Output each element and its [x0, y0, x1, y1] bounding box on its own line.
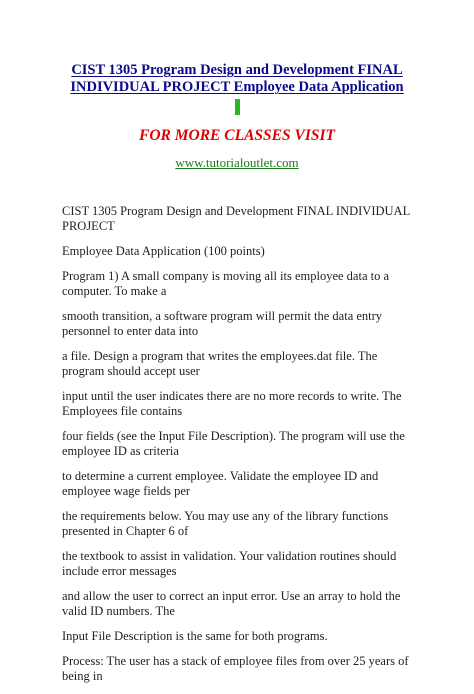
body-paragraph: four fields (see the Input File Description). The program will use the employee ID as criteria [62, 429, 405, 458]
document-body [62, 204, 422, 694]
website-link[interactable]: www.tutorialoutlet.com [175, 155, 299, 170]
body-paragraph: Input File Description is the same for both programs. [62, 629, 328, 643]
body-paragraph: Program 1) A small company is moving all its employee data to a computer. To make a [62, 269, 390, 298]
body-paragraph: CIST 1305 Program Design and Development FINAL INDIVIDUAL PROJECT [62, 204, 410, 233]
text-cursor-marker [235, 99, 240, 115]
body-paragraph: Process: The user has a stack of employee files from over 25 years of being in [62, 654, 409, 683]
body-paragraph: Employee Data Application (100 points) [62, 244, 265, 258]
body-paragraph: to determine a current employee. Validate the employee ID and employee wage fields per [62, 469, 379, 498]
body-paragraph: and allow the user to correct an input error. Use an array to hold the valid ID numbers. The [62, 589, 401, 618]
body-paragraph: the requirements below. You may use any of the library functions presented in Chapter 6 of [62, 509, 389, 538]
body-paragraph: a file. Design a program that writes the employees.dat file. The program should accept user [62, 349, 378, 378]
title-line-1: CIST 1305 Program Design and Development FINAL [71, 62, 403, 78]
promo-heading: FOR MORE CLASSES VISIT [139, 127, 335, 144]
title-line-2: INDIVIDUAL PROJECT Employee Data Application [70, 79, 404, 95]
document-title [40, 62, 434, 96]
body-paragraph: input until the user indicates there are no more records to write. The Employees file contains [62, 389, 402, 418]
body-paragraph: the textbook to assist in validation. Your validation routines should include error messages [62, 549, 397, 578]
body-paragraph: smooth transition, a software program will permit the data entry personnel to enter data into [62, 309, 383, 338]
